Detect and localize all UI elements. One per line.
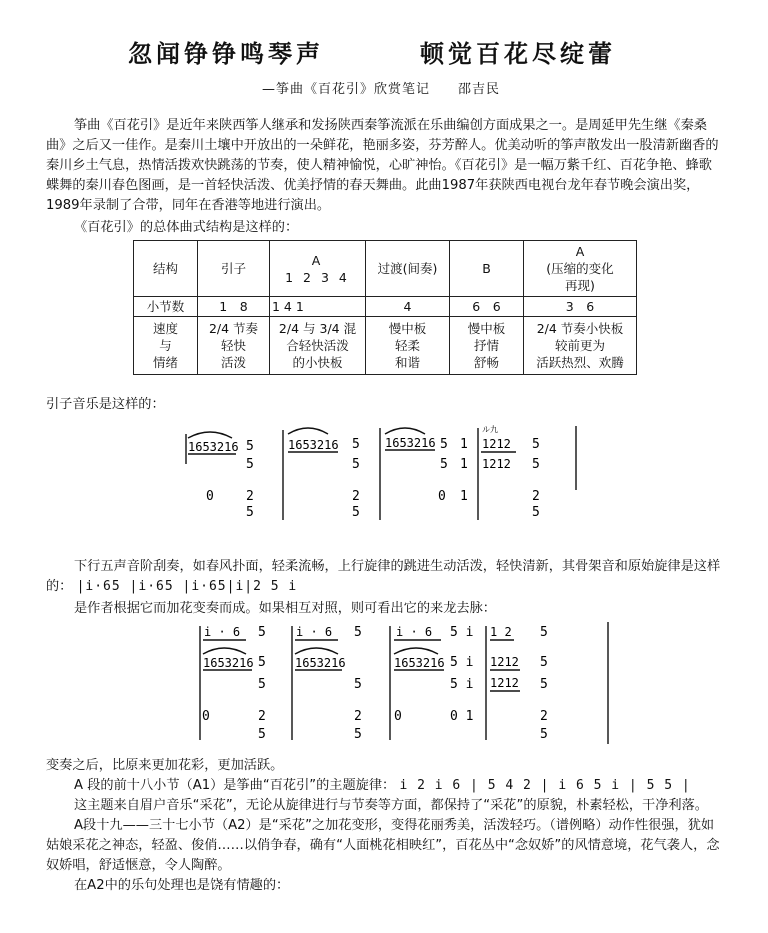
score2-m3-mid-n: 5 i xyxy=(450,655,474,670)
score1-m1-note: 5 xyxy=(246,439,254,454)
score2-m4-mid-n: 5 xyxy=(540,655,548,670)
table-cell: 小节数 xyxy=(134,297,198,317)
score1-label: 引子音乐是这样的： xyxy=(46,397,165,412)
score1-m4-note2: 5 xyxy=(532,457,540,472)
table-cell: 2/4 节奏 轻快 活泼 xyxy=(198,317,270,375)
table-cell: 慢中板 抒情 舒畅 xyxy=(450,317,524,375)
score2-m3-mid: 1653216 xyxy=(394,656,445,670)
score1-m4-note: 5 xyxy=(532,437,540,452)
score2-m4-top: 1 2 xyxy=(490,625,512,639)
score2-m4-low: 1212 xyxy=(490,676,519,690)
melody-paragraph xyxy=(46,557,722,619)
score2-m4-n: 5 xyxy=(540,625,548,640)
score1-m3-d: 1 xyxy=(460,457,468,472)
table-row-bars xyxy=(134,297,637,317)
table-row-header xyxy=(134,241,637,297)
conclusion-paragraph-4: A段十九——三十七小节（A2）是“采花”之加花变形，变得花丽秀美，活泼轻巧。（谱例略）动作性很强，犹如姑娘采花之神态，轻盈、俊俏……以俏争春，确有“人面桃花相映红”，百花丛中“念奴娇”的风情意境，花气袭人，念奴娇唱，舒适惬意，令人陶醉。 xyxy=(46,818,720,873)
table-cell: 4 xyxy=(366,297,450,317)
table-cell: A (压缩的变化 再现) xyxy=(524,241,637,297)
score1-m3-f: 1 xyxy=(460,489,468,504)
score2-m3-n: 5 i xyxy=(450,625,474,640)
score1-m4-top: 1212 xyxy=(482,437,511,451)
structure-table xyxy=(133,240,637,375)
score1-m4-mid: 1212 xyxy=(482,457,511,471)
score1-m1-top: 1653216 xyxy=(188,440,239,454)
score1-m2-mid: 5 xyxy=(352,457,360,472)
intro-paragraph-2: 《百花引》的总体曲式结构是这样的： xyxy=(74,220,299,235)
score2-m1-top: i · 6 xyxy=(204,625,241,639)
score1-m2-top: 1653216 xyxy=(288,438,339,452)
table-cell: 结构 xyxy=(134,241,198,297)
score2-m4-b2: 5 xyxy=(540,727,548,742)
score2-m3-low: 5 i xyxy=(450,677,474,692)
intro-block xyxy=(46,116,722,238)
score1-notation xyxy=(180,420,580,520)
melody-text: 下行五声音阶刮奏，如春风扑面，轻柔流畅，上行旋律的跳进生动活泼，轻快清新，其骨架音和原始旋律是这样的： xyxy=(46,559,721,594)
conclusion-paragraph-1: 变奏之后，比原来更加花彩，更加活跃。 xyxy=(46,758,284,773)
score2-m2-mid: 1653216 xyxy=(295,656,346,670)
score2-m1-low: 5 xyxy=(258,677,266,692)
table-row-mood xyxy=(134,317,637,375)
score1-m2-low: 2 xyxy=(352,489,360,504)
title-right: 顿觉百花尽绽蕾 xyxy=(420,39,616,68)
table-cell: 6 6 xyxy=(450,297,524,317)
score2-m2-n: 5 xyxy=(354,625,362,640)
title-left: 忽闻铮铮鸣琴声 xyxy=(128,39,324,68)
score1-m3-a: 5 xyxy=(440,437,448,452)
score1-m1-low2: 2 xyxy=(246,489,254,504)
score2-m1-b2: 5 xyxy=(258,727,266,742)
score1-m1-low: 0 xyxy=(206,489,214,504)
skeleton-notes: |i·65 |i·65 |i·65|i|2 5 i xyxy=(76,579,298,594)
score2-m1-b1: 2 xyxy=(258,709,266,724)
score-excerpt-2 xyxy=(196,620,616,752)
score1-m4-low2: 5 xyxy=(532,505,540,520)
score-excerpt-1 xyxy=(180,420,580,520)
table-cell: 引子 xyxy=(198,241,270,297)
table-cell: 慢中板 轻柔 和谐 xyxy=(366,317,450,375)
table-cell: 1 4 1 xyxy=(270,297,366,317)
score2-m4-mid: 1212 xyxy=(490,655,519,669)
table-cell: 3 6 xyxy=(524,297,637,317)
score2-m3-b: 0 1 xyxy=(450,709,474,724)
score1-m3-top: 1653216 xyxy=(385,436,436,450)
score1-m3-e: 0 xyxy=(438,489,446,504)
score2-m1-mid: 1653216 xyxy=(203,656,254,670)
conclusion-paragraph-5: 在A2中的乐句处理也是饶有情趣的： xyxy=(74,878,290,893)
table-cell: 2/4 节奏小快板 较前更为 活跃热烈、欢腾 xyxy=(524,317,637,375)
melody-after: 是作者根据它而加花变奏而成。如果相互对照，则可看出它的来龙去脉： xyxy=(74,601,496,616)
score2-m4-b1: 2 xyxy=(540,709,548,724)
score2-m4-low-n: 5 xyxy=(540,677,548,692)
score2-notation xyxy=(196,620,616,752)
score1-m2-note: 5 xyxy=(352,437,360,452)
table-cell: 速度 与 情绪 xyxy=(134,317,198,375)
score2-m1-0: 0 xyxy=(202,709,210,724)
score2-m1-mid-n: 5 xyxy=(258,655,266,670)
conclusion-paragraph-3: 这主题来自眉户音乐“采花”，无论从旋律进行与节奏等方面，都保持了“采花”的原貌，朴素轻松，干净利落。 xyxy=(74,798,708,813)
table-cell: 过渡(间奏) xyxy=(366,241,450,297)
score1-m2-low2: 5 xyxy=(352,505,360,520)
score2-m1-n: 5 xyxy=(258,625,266,640)
score1-m1-mid: 5 xyxy=(246,457,254,472)
table-cell: A 1 2 3 4 xyxy=(270,241,366,297)
score2-m3-0: 0 xyxy=(394,709,402,724)
score1-m3-c: 5 xyxy=(440,457,448,472)
theme-notes: i 2 i 6 | 5 4 2 | i 6 5 i | 5 5 | xyxy=(399,778,691,793)
table-cell: 1 8 xyxy=(198,297,270,317)
score1-m4-low: 2 xyxy=(532,489,540,504)
score2-m2-top: i · 6 xyxy=(296,625,333,639)
score2-m2-b2: 5 xyxy=(354,727,362,742)
table-cell: 2/4 与 3/4 混 合轻快活泼 的小快板 xyxy=(270,317,366,375)
subtitle: —筝曲《百花引》欣赏笔记 邵吉民 xyxy=(262,82,501,97)
table-cell: B xyxy=(450,241,524,297)
conclusion-block xyxy=(46,756,722,896)
score1-m3-b: 1 xyxy=(460,437,468,452)
score1-m4-mark: ル九 xyxy=(482,425,498,434)
score2-m2-low: 5 xyxy=(354,677,362,692)
score2-m3-top: i · 6 xyxy=(396,625,433,639)
theme-text: A 段的前十八小节（A1）是筝曲“百花引”的主题旋律： xyxy=(74,778,396,793)
score1-m1-low3: 5 xyxy=(246,505,254,520)
score2-m2-b1: 2 xyxy=(354,709,362,724)
intro-paragraph-1: 筝曲《百花引》是近年来陕西筝人继承和发扬陕西秦筝流派在乐曲编创方面成果之一。是周延甲先生继《秦桑曲》之后又一佳作。是秦川土壤中开放出的一朵鲜花，艳丽多姿，芬芳醉人。优美动听的筝声散发出一股清新幽香的秦川乡土气息，热情活拨欢快跳荡的节奏，使人精神愉悦，心旷神怡。《百花引》是一幅万紫千红、百花争艳、蜂歌蝶舞的秦川春色图画，是一首轻快活泼、优美抒情的春天舞曲。此曲1987年获陕西电视台龙年春节晚会演出奖，1989年录制了合带，同年在香港等地进行演出。 xyxy=(46,118,719,213)
